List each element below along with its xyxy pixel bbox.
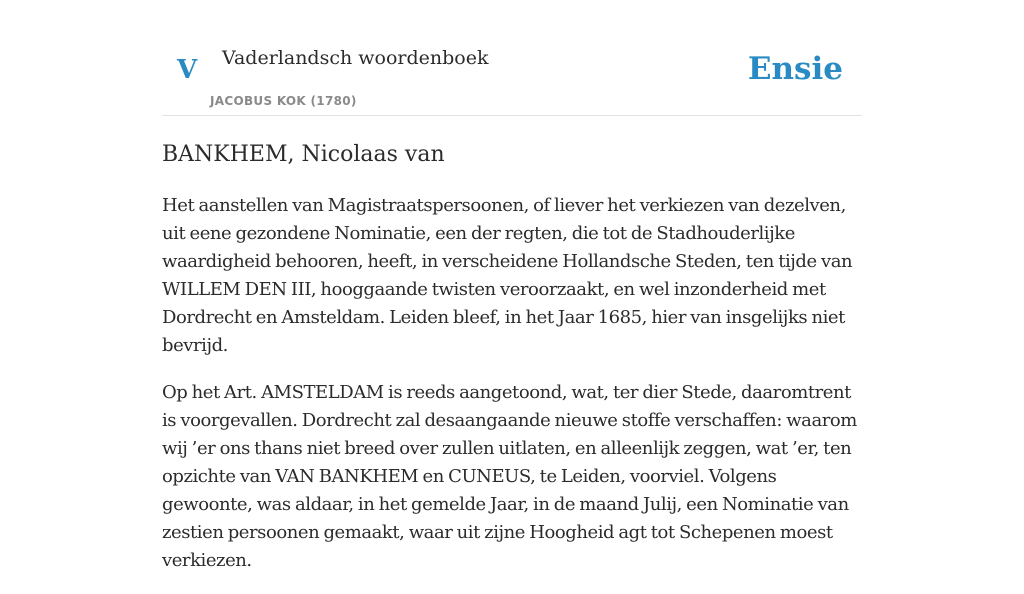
entry-title: BANKHEM, Nicolaas van <box>162 142 445 167</box>
entry-paragraph: Op het Art. AMSTELDAM is reeds aangetoond, wat, ter dier Stede, daaromtrent is voorgevallen. Dordrecht zal desaangaande nieuwe stoffe verschaffen: waarom wij ’er ons thans niet breed over zullen uitlaten, en alleenlijk zeggen, wat ’er, ten opzichte van VAN BANKHEM en CUNEUS, te Leiden, voorviel. Volgens gewoonte, was aldaar, in het gemelde Jaar, in de maand Julij, een Nominatie van zestien persoonen gemaakt, waar uit zijne Hoogheid agt tot Schepenen moest verkiezen. <box>162 382 857 571</box>
ensie-logo-link[interactable]: Ensie <box>747 51 843 87</box>
book-header <box>162 0 862 116</box>
entry-body <box>162 192 862 594</box>
book-author: JACOBUS KOK (1780) <box>210 94 357 108</box>
book-letter-icon: V <box>177 55 198 85</box>
book-title-link[interactable]: Vaderlandsch woordenboek <box>222 47 489 69</box>
entry-paragraph: Het aanstellen van Magistraatspersoonen, of liever het verkiezen van dezelven, uit eene gezondene Nominatie, een der regten, die tot de Stadhouderlijke waardigheid behooren, heeft, in verscheidene Hollandsche Steden, ten tijde van WILLEM DEN III, hooggaande twisten veroorzaakt, en wel inzonderheid met Dordrecht en Amsteldam. Leiden bleef, in het Jaar 1685, hier van insgelijks niet bevrijd. <box>162 195 853 356</box>
page-container <box>162 0 862 571</box>
